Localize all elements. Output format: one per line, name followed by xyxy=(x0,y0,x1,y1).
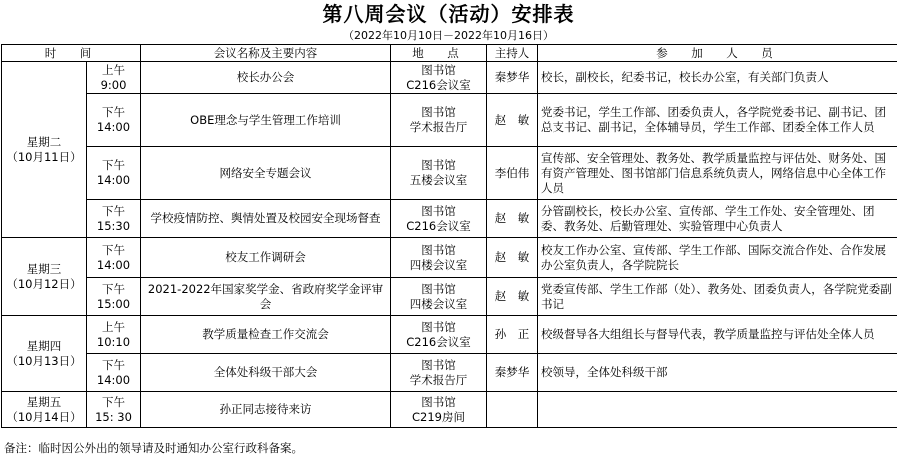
time-cell xyxy=(87,354,141,392)
place-cell xyxy=(391,316,487,354)
time: 15: 30 xyxy=(95,409,132,424)
day-name: 星期二 xyxy=(26,134,62,149)
time-cell xyxy=(87,200,141,238)
schedule-table xyxy=(1,44,897,428)
period: 下午 xyxy=(102,203,125,218)
header-row xyxy=(2,45,897,62)
host: 赵 敏 xyxy=(487,278,538,316)
attendees: 校长，副校长，纪委书记，校长办公室，有关部门负责人 xyxy=(538,62,897,94)
host: 孙 正 xyxy=(487,316,538,354)
period: 下午 xyxy=(102,357,125,372)
host: 赵 敏 xyxy=(487,200,538,238)
period: 下午 xyxy=(102,394,125,409)
meeting-name: 学校疫情防控、舆情处置及校园安全现场督查 xyxy=(141,200,391,238)
period: 下午 xyxy=(102,281,125,296)
date-range: （2022年10月10日－2022年10月16日） xyxy=(343,29,554,42)
period: 上午 xyxy=(102,319,125,334)
place-building: 图书馆 xyxy=(421,242,456,257)
day-date: （10月11日） xyxy=(6,149,82,164)
time-cell xyxy=(87,316,141,354)
place-building: 图书馆 xyxy=(421,203,456,218)
host: 秦梦华 xyxy=(487,354,538,392)
host: 秦梦华 xyxy=(487,62,538,94)
time: 14:00 xyxy=(96,120,131,134)
attendees: 校领导，全体处科级干部 xyxy=(538,354,897,392)
place-room: C216会议室 xyxy=(406,77,471,92)
day-cell xyxy=(2,316,87,392)
place-building: 图书馆 xyxy=(421,394,456,409)
place-building: 图书馆 xyxy=(421,158,456,172)
place-room: C219房间 xyxy=(412,409,465,424)
day-date: （10月13日） xyxy=(6,353,82,368)
table-row xyxy=(2,278,897,316)
place-cell xyxy=(391,354,487,392)
place-cell xyxy=(391,238,487,278)
place-room: C216会议室 xyxy=(406,334,471,349)
header-place: 地 点 xyxy=(391,45,487,62)
header-attendees: 参 加 人 员 xyxy=(538,45,897,62)
time: 9:00 xyxy=(100,77,127,92)
place-cell xyxy=(391,392,487,428)
time: 14:00 xyxy=(96,372,131,387)
host: 李伯伟 xyxy=(487,147,538,200)
header-time: 时 间 xyxy=(2,45,141,62)
attendees: 宣传部、安全管理处、教务处、教学质量监控与评估处、财务处、国有资产管理处、图书馆部门信息系统负责人，网络信息中心全体工作人员 xyxy=(538,147,897,200)
page-title: 第八周会议（活动）安排表 xyxy=(322,2,575,26)
day-name: 星期三 xyxy=(26,261,62,276)
day-date: （10月14日） xyxy=(6,409,82,424)
host: 赵 敏 xyxy=(487,94,538,147)
header-host: 主持人 xyxy=(487,45,538,62)
place-cell xyxy=(391,94,487,147)
attendees: 党委书记，学生工作部、团委负责人，各学院党委书记、副书记、团总支书记、副书记，全体辅导员，学生工作部、团委全体工作人员 xyxy=(538,94,897,147)
table-row xyxy=(2,62,897,94)
table-row xyxy=(2,392,897,428)
place-room: 学术报告厅 xyxy=(409,372,468,387)
meeting-name: 教学质量检查工作交流会 xyxy=(141,316,391,354)
time-cell xyxy=(87,62,141,94)
meeting-name: 全体处科级干部大会 xyxy=(141,354,391,392)
place-building: 图书馆 xyxy=(421,105,456,119)
meeting-name: OBE理念与学生管理工作培训 xyxy=(141,94,391,147)
table-row xyxy=(2,316,897,354)
attendees xyxy=(538,392,897,428)
period: 下午 xyxy=(102,242,125,257)
attendees: 校级督导各大组组长与督导代表，教学质量监控与评估处全体人员 xyxy=(538,316,897,354)
place-cell xyxy=(391,278,487,316)
time: 15:00 xyxy=(96,296,131,311)
meeting-name: 校长办公会 xyxy=(141,62,391,94)
place-cell xyxy=(391,200,487,238)
attendees: 党委宣传部、学生工作部（处）、教务处、团委负责人，各学院党委副书记 xyxy=(538,278,897,316)
time: 14:00 xyxy=(96,257,131,272)
day-name: 星期四 xyxy=(26,338,62,353)
period: 下午 xyxy=(102,105,125,119)
table-row xyxy=(2,147,897,200)
header-name: 会议名称及主要内容 xyxy=(141,45,391,62)
host: 赵 敏 xyxy=(487,238,538,278)
table-row xyxy=(2,238,897,278)
attendees: 分管副校长，校长办公室、宣传部、学生工作处、安全管理处、团委、教务处、后勤管理处、实验管理中心负责人 xyxy=(538,200,897,238)
time: 10:10 xyxy=(96,334,131,349)
table-row xyxy=(2,94,897,147)
table-row xyxy=(2,200,897,238)
time-cell xyxy=(87,238,141,278)
footnote: 备注：临时因公外出的领导请及时通知办公室行政科备案。 xyxy=(4,441,303,455)
day-cell xyxy=(2,62,87,238)
table-row xyxy=(2,354,897,392)
place-building: 图书馆 xyxy=(421,62,456,77)
place-cell xyxy=(391,147,487,200)
day-date: （10月12日） xyxy=(6,276,82,291)
day-cell xyxy=(2,238,87,316)
place-building: 图书馆 xyxy=(421,357,456,372)
place-room: 五楼会议室 xyxy=(409,173,468,187)
place-room: C216会议室 xyxy=(406,218,471,233)
meeting-name: 网络安全专题会议 xyxy=(141,147,391,200)
time: 15:30 xyxy=(96,218,131,233)
meeting-name: 2021-2022年国家奖学金、省政府奖学金评审会 xyxy=(141,278,391,316)
time: 14:00 xyxy=(96,173,131,187)
time-cell xyxy=(87,278,141,316)
host xyxy=(487,392,538,428)
meeting-name: 校友工作调研会 xyxy=(141,238,391,278)
place-room: 四楼会议室 xyxy=(409,296,468,311)
place-room: 学术报告厅 xyxy=(409,120,468,134)
place-cell xyxy=(391,62,487,94)
place-room: 四楼会议室 xyxy=(409,257,468,272)
time-cell xyxy=(87,392,141,428)
period: 下午 xyxy=(102,158,125,172)
meeting-name: 孙正同志接待来访 xyxy=(141,392,391,428)
time-cell xyxy=(87,147,141,200)
day-name: 星期五 xyxy=(26,394,62,409)
attendees: 校友工作办公室、宣传部、学生工作部、国际交流合作处、合作发展办公室负责人，各学院院长 xyxy=(538,238,897,278)
period: 上午 xyxy=(102,62,125,77)
place-building: 图书馆 xyxy=(421,281,456,296)
time-cell xyxy=(87,94,141,147)
day-cell xyxy=(2,392,87,428)
place-building: 图书馆 xyxy=(421,319,456,334)
